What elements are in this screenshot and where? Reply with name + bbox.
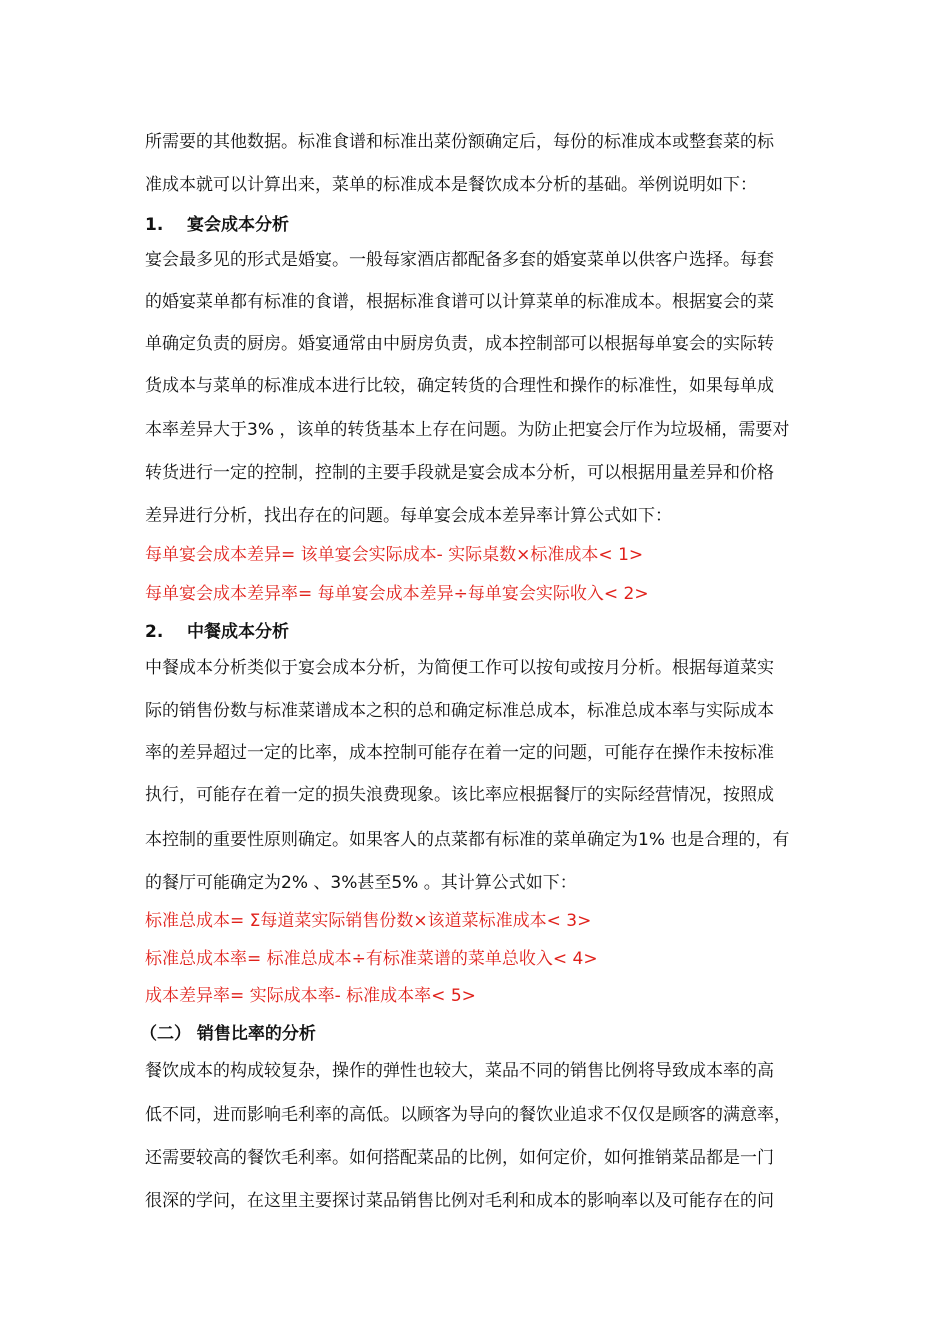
- body-text-line: 际的销售份数与标准菜谱成本之积的总和确定标准总成本，标准总成本率与实际成本: [145, 701, 774, 721]
- heading-text: 中餐成本分析: [187, 622, 289, 642]
- body-text-line: 执行，可能存在着一定的损失浪费现象。该比率应根据餐厅的实际经营情况，按照成: [145, 785, 774, 805]
- body-text-line: 本控制的重要性原则确定。如果客人的点菜都有标准的菜单确定为1% 也是合理的，有: [145, 830, 790, 850]
- heading-text: 宴会成本分析: [187, 215, 289, 235]
- formula-line: 标准总成本率= 标准总成本÷有标准菜谱的菜单总收入< 4>: [145, 949, 598, 969]
- body-text-line: 率的差异超过一定的比率，成本控制可能存在着一定的问题，可能存在操作未按标准: [145, 743, 774, 763]
- body-text-line: 中餐成本分析类似于宴会成本分析，为简便工作可以按旬或按月分析。根据每道菜实: [145, 658, 774, 678]
- body-text-line: 本率差异大于3% ，该单的转货基本上存在问题。为防止把宴会厅作为垃圾桶，需要对: [145, 420, 790, 440]
- section-heading-1: [145, 214, 289, 236]
- body-text-line: 的婚宴菜单都有标准的食谱，根据标准食谱可以计算菜单的标准成本。根据宴会的菜: [145, 292, 774, 312]
- body-text-line: 的餐厅可能确定为2% 、3%甚至5% 。其计算公式如下：: [145, 873, 577, 893]
- body-text-line: 转货进行一定的控制，控制的主要手段就是宴会成本分析，可以根据用量差异和价格: [145, 463, 774, 483]
- body-text-line: 还需要较高的餐饮毛利率。如何搭配菜品的比例，如何定价，如何推销菜品都是一门: [145, 1148, 774, 1168]
- body-text-line: 餐饮成本的构成较复杂，操作的弹性也较大，菜品不同的销售比例将导致成本率的高: [145, 1061, 774, 1081]
- body-text-line: 宴会最多见的形式是婚宴。一般每家酒店都配备多套的婚宴菜单以供客户选择。每套: [145, 250, 774, 270]
- body-text-line: 准成本就可以计算出来，菜单的标准成本是餐饮成本分析的基础。举例说明如下：: [145, 175, 757, 195]
- formula-line: 成本差异率= 实际成本率- 标准成本率< 5>: [145, 986, 476, 1006]
- body-text-line: 差异进行分析，找出存在的问题。每单宴会成本差异率计算公式如下：: [145, 506, 672, 526]
- section-heading-2: [145, 621, 289, 643]
- body-text-line: 单确定负责的厨房。婚宴通常由中厨房负责，成本控制部可以根据每单宴会的实际转: [145, 334, 774, 354]
- heading-number: 2.: [145, 622, 164, 642]
- formula-line: 每单宴会成本差异率= 每单宴会成本差异÷每单宴会实际收入< 2>: [145, 584, 649, 604]
- body-text-line: 货成本与菜单的标准成本进行比较，确定转货的合理性和操作的标准性，如果每单成: [145, 376, 774, 396]
- heading-number: 1.: [145, 215, 164, 235]
- body-text-line: 很深的学问，在这里主要探讨菜品销售比例对毛利和成本的影响率以及可能存在的问: [145, 1191, 774, 1211]
- section-heading-3: （二） 销售比率的分析: [140, 1024, 316, 1044]
- formula-line: 标准总成本= Σ每道菜实际销售份数×该道菜标准成本< 3>: [145, 911, 592, 931]
- body-text-line: 所需要的其他数据。标准食谱和标准出菜份额确定后，每份的标准成本或整套菜的标: [145, 132, 774, 152]
- body-text-line: 低不同，进而影响毛利率的高低。以顾客为导向的餐饮业追求不仅仅是顾客的满意率，: [145, 1105, 791, 1125]
- formula-line: 每单宴会成本差异= 该单宴会实际成本- 实际桌数×标准成本< 1>: [145, 545, 644, 565]
